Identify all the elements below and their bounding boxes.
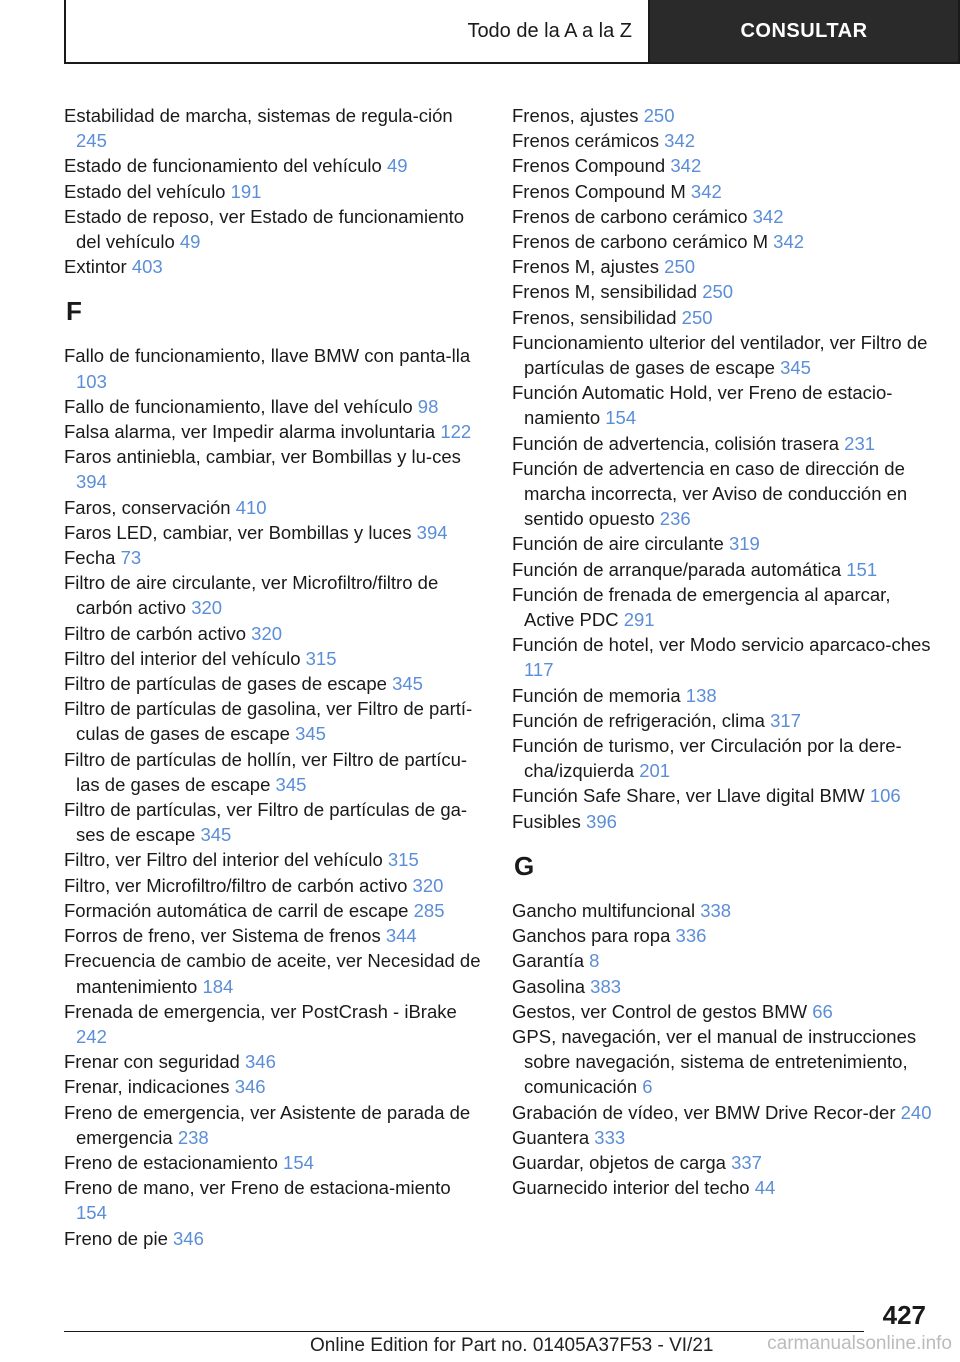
index-entry [64,545,484,570]
page-link[interactable]: 66 [812,1000,833,1022]
index-entry [64,999,484,1049]
page-link[interactable]: 250 [643,105,675,126]
index-entry [512,923,932,948]
index-entry-text: Frenos de carbono cerámico M [512,231,769,253]
page-link[interactable]: 184 [202,975,234,997]
page-link[interactable]: 122 [440,421,472,443]
index-entry-text: Filtro de aire circulante, ver Microfiltro/filtro de carbón activo [64,572,439,619]
index-entry [64,444,484,494]
index-entry-text: Frenos M, ajustes [512,256,660,278]
index-entry [512,1024,932,1100]
index-entry [64,1074,484,1099]
index-entry-text: Grabación de vídeo, ver BMW Drive Recor-der [512,1101,896,1123]
page-link[interactable]: 315 [387,849,419,871]
index-entry-text: Formación automática de carril de escape [64,899,409,921]
page-link[interactable]: 106 [869,785,901,807]
page-link[interactable]: 117 [524,659,554,681]
index-entry [512,305,932,330]
page-link[interactable]: 49 [179,231,201,253]
index-entry [512,632,932,682]
index-entry [512,783,932,808]
index-entry-text: Guarnecido interior del techo [512,1177,750,1199]
index-entry [512,708,932,733]
index-entry [512,898,932,923]
index-entry-text: Faros, conservación [64,496,231,518]
index-entry-text: Estado de reposo, ver Estado de funcionamiento del vehículo [64,205,465,253]
index-entry-text: Filtro de partículas de gasolina, ver Filtro de partí-culas de gases de escape [64,698,473,745]
page-link[interactable]: 201 [639,760,671,782]
page-link[interactable]: 154 [605,407,637,429]
index-entry-text: Función Automatic Hold, ver Freno de estacio-namiento [512,382,893,429]
page-link[interactable]: 346 [173,1227,204,1249]
index-entry-text: Faros antiniebla, cambiar, ver Bombillas y lu-ces [64,446,461,468]
header-tabs [64,0,960,64]
index-entry [512,733,932,783]
page-link[interactable]: 103 [76,370,107,392]
page-link[interactable]: 317 [770,709,801,731]
index-entry [64,495,484,520]
index-entry-text: Filtro de partículas de hollín, ver Filtro de partícu-las de gases de escape [64,748,468,795]
index-entry-text: Función de frenada de emergencia al aparcar, Active PDC [512,583,891,631]
page-link[interactable]: 396 [586,810,617,832]
page-link[interactable]: 337 [731,1151,762,1173]
index-entry-text: GPS, navegación, ver el manual de instrucciones sobre navegación, sistema de entretenimiento, comunicación [512,1025,917,1098]
index-entry [64,696,484,746]
index-entry-text: Frenada de emergencia, ver PostCrash - iBrake [64,1000,457,1022]
page-link[interactable]: 49 [386,155,408,177]
index-entry [64,948,484,998]
page-link[interactable]: 394 [416,521,448,543]
index-entry-text: Fusibles [512,810,581,832]
index-entry [512,948,932,973]
index-entry [64,394,484,419]
index-entry [512,330,932,380]
index-entry [512,974,932,999]
page-link[interactable]: 245 [76,130,107,152]
index-entry [512,179,932,204]
index-entry-text: Funcionamiento ulterior del ventilador, ver Filtro de partículas de gases de escape [512,331,928,379]
index-entry-text: Frenos cerámicos [512,130,660,152]
index-entry-text: Fallo de funcionamiento, llave BMW con panta-lla [64,345,471,367]
index-entry-text: Guantera [512,1126,590,1148]
page-link[interactable]: 6 [642,1076,653,1098]
index-entry [512,229,932,254]
index-entry [512,683,932,708]
page-link[interactable]: 342 [690,180,722,202]
index-entry-text: Gestos, ver Control de gestos BMW [512,1000,808,1022]
index-entry-text: Freno de emergencia, ver Asistente de parada de emergencia [64,1101,471,1148]
index-entry [64,646,484,671]
index-entry [512,456,932,532]
index-entry-text: Frenar, indicaciones [64,1076,230,1098]
index-entry-text: Frenos de carbono cerámico [512,205,748,227]
page-link[interactable]: 383 [590,975,622,997]
index-entry [64,419,484,444]
index-entry [64,204,484,254]
page-link[interactable]: 44 [754,1177,776,1199]
page-link[interactable]: 346 [245,1051,276,1073]
index-entry [64,1150,484,1175]
page-number: 427 [882,1300,926,1330]
index-entry-text: Filtro, ver Filtro del interior del vehículo [64,849,383,871]
page-link[interactable]: 236 [659,508,691,530]
index-entry-text: Frenos M, sensibilidad [512,281,698,303]
page-link[interactable]: 333 [594,1126,626,1148]
index-entry [64,254,484,279]
page-link[interactable]: 285 [413,899,445,921]
index-entry [64,1100,484,1150]
index-entry-text: Función Safe Share, ver Llave digital BMW [512,785,865,807]
tab-consult[interactable]: CONSULTAR [650,0,958,62]
page-link[interactable]: 240 [900,1101,932,1123]
page-link[interactable]: 250 [681,306,713,328]
index-entry-text: Frenar con seguridad [64,1051,240,1073]
index-entry-text: Estabilidad de marcha, sistemas de regula-ción [64,105,453,126]
index-entry [512,380,932,430]
page-link[interactable]: 238 [177,1126,209,1148]
index-entry [64,847,484,872]
index-entry-text: Guardar, objetos de carga [512,1151,726,1173]
index-entry-text: Estado del vehículo [64,180,226,202]
index-entry-text: Freno de pie [64,1227,168,1249]
page-link[interactable]: 345 [275,773,307,795]
index-entry-text: Extintor [64,256,127,278]
index-entry-text: Estado de funcionamiento del vehículo [64,155,382,177]
index-entry [512,1100,932,1125]
index-entry-text: Filtro de carbón activo [64,622,247,644]
index-entry [512,431,932,456]
page-link[interactable]: 319 [728,533,760,555]
page-link[interactable]: 345 [200,824,232,846]
index-entry [64,1049,484,1074]
page-link[interactable]: 8 [589,950,600,972]
index-entry-text: Filtro de partículas, ver Filtro de partículas de ga-ses de escape [64,799,468,846]
index-entry-text: Fallo de funcionamiento, llave del vehículo [64,395,413,417]
index-entry [512,279,932,304]
page-link[interactable]: 403 [131,256,163,278]
page-link[interactable]: 342 [773,231,805,253]
page-link[interactable]: 231 [844,432,876,454]
index-entry [64,747,484,797]
index-letter-heading: F [66,296,82,327]
index-entry [64,1175,484,1225]
index-entry [512,557,932,582]
index-entry-text: Fecha [64,547,116,569]
index-entry-text: Freno de mano, ver Freno de estaciona-miento [64,1177,451,1199]
index-entry-text: Función de arranque/parada automática [512,558,842,580]
index-entry-text: Función de aire circulante [512,533,724,555]
index-entry-text: Frenos, sensibilidad [512,306,677,328]
edition-footer: Online Edition for Part no. 01405A37F53 - VI/21 [310,1335,714,1356]
page-link[interactable]: 138 [685,684,717,706]
page-link[interactable]: 344 [385,925,417,947]
index-entry-text: Frecuencia de cambio de aceite, ver Necesidad de mantenimiento [64,950,481,997]
index-entry [64,671,484,696]
footer-rule [64,1331,864,1332]
page-link[interactable]: 73 [120,547,142,569]
index-entry [64,923,484,948]
page-link[interactable]: 154 [283,1151,314,1173]
index-entry-text: Función de advertencia, colisión trasera [512,432,840,454]
page-link[interactable]: 410 [235,496,267,518]
index-column-right [512,103,932,1200]
index-entry [512,254,932,279]
page-link[interactable]: 151 [846,558,878,580]
watermark: carmanualsonline.info [767,1333,952,1354]
index-entry [64,343,484,393]
index-entry [64,797,484,847]
page-link[interactable]: 98 [417,395,439,417]
page-link[interactable]: 250 [664,256,696,278]
page-link[interactable]: 394 [76,471,107,493]
index-entry [512,153,932,178]
index-entry-text: Faros LED, cambiar, ver Bombillas y luces [64,521,412,543]
index-entry-text: Forros de freno, ver Sistema de frenos [64,925,381,947]
index-entry [512,582,932,632]
index-entry [64,873,484,898]
index-entry-text: Función de hotel, ver Modo servicio aparcaco-ches [512,634,931,656]
index-entry-text: Frenos Compound M [512,180,686,202]
index-entry [512,809,932,834]
index-entry-text: Gasolina [512,975,586,997]
index-entry [64,103,484,153]
index-entry-text: Ganchos para ropa [512,925,671,947]
index-entry [512,1125,932,1150]
index-entry [64,179,484,204]
page-link[interactable]: 250 [702,281,734,303]
page-link[interactable]: 336 [675,925,707,947]
index-entry-text: Filtro de partículas de gases de escape [64,673,387,695]
index-entry-text: Falsa alarma, ver Impedir alarma involuntaria [64,421,436,443]
page-link[interactable]: 342 [752,205,784,227]
tab-index[interactable]: Todo de la A a la Z [66,0,650,62]
page-link[interactable]: 242 [76,1025,107,1047]
index-entry-text: Filtro del interior del vehículo [64,647,301,669]
page-link[interactable]: 191 [230,180,262,202]
page-link[interactable]: 320 [412,874,444,896]
page-link[interactable]: 338 [700,899,732,921]
index-entry [512,128,932,153]
index-entry [512,204,932,229]
index-entry-text: Frenos Compound [512,155,666,177]
page-link[interactable]: 345 [392,673,423,695]
index-entry-text: Función de memoria [512,684,681,706]
index-entry [64,621,484,646]
index-entry [64,520,484,545]
index-entry [64,570,484,620]
page-link[interactable]: 320 [191,597,223,619]
page-link[interactable]: 345 [295,723,326,745]
index-entry-text: Garantía [512,950,584,972]
index-column-left [64,103,484,1251]
page-link[interactable]: 342 [670,155,702,177]
page-link[interactable]: 342 [664,130,696,152]
index-entry [512,1175,932,1200]
index-entry-text: Freno de estacionamiento [64,1151,278,1173]
page-link[interactable]: 345 [780,357,811,379]
index-entry-text: Función de refrigeración, clima [512,709,765,731]
index-letter-heading: G [514,850,535,881]
index-entry [512,103,932,128]
index-entry [512,1150,932,1175]
index-entry-text: Frenos, ajustes [512,105,639,126]
page-link[interactable]: 291 [623,609,655,631]
index-entry-text: Filtro, ver Microfiltro/filtro de carbón activo [64,874,408,896]
index-entry [64,898,484,923]
index-entry-text: Función de advertencia en caso de dirección de marcha incorrecta, ver Aviso de conducción en sentido opuesto [512,457,908,530]
index-entry [512,999,932,1024]
index-entry-text: Función de turismo, ver Circulación por la dere-cha/izquierda [512,735,902,782]
page-link[interactable]: 320 [251,622,283,644]
page-link[interactable]: 346 [234,1076,266,1098]
index-entry-text: Gancho multifuncional [512,899,696,921]
index-entry [512,531,932,556]
index-entry [64,1226,484,1251]
page-link[interactable]: 315 [305,647,337,669]
index-entry [64,153,484,178]
page-link[interactable]: 154 [76,1202,107,1224]
